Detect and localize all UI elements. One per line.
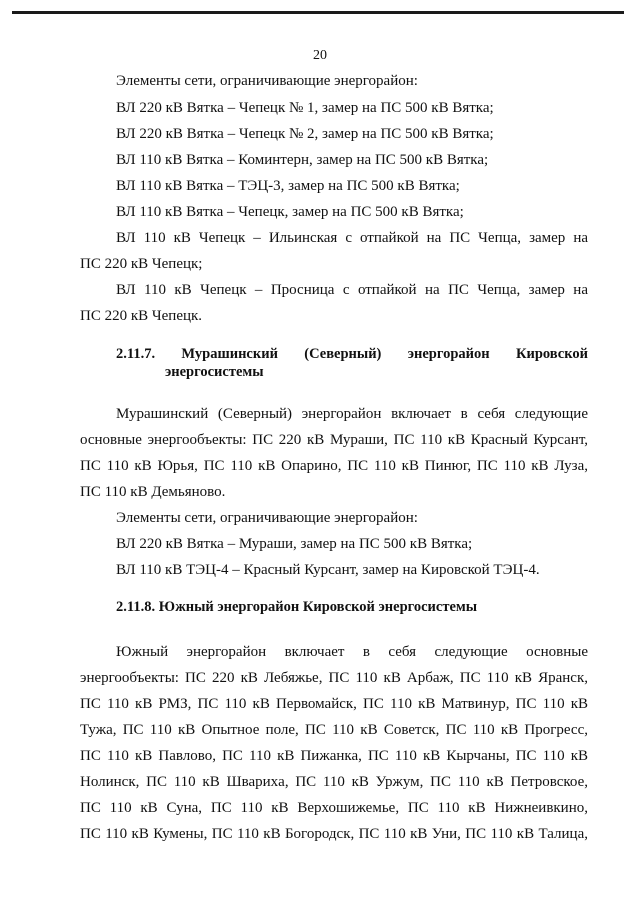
list-item: ВЛ 220 кВ Вятка – Мураши, замер на ПС 500 кВ Вятка; — [116, 536, 473, 552]
paragraph-line: Нолинск, ПС 110 кВ Шварихa, ПС 110 кВ Уржум, ПС 110 кВ Петровское, — [80, 774, 588, 790]
list-item: ВЛ 220 кВ Вятка – Чепецк № 2, замер на ПС 500 кВ Вятка; — [116, 126, 494, 142]
paragraph-line: ПС 110 кВ Кумены, ПС 110 кВ Богородск, ПС 110 кВ Уни, ПС 110 кВ Талица, — [80, 826, 588, 842]
paragraph-line: ПС 110 кВ Юрья, ПС 110 кВ Опарино, ПС 110 кВ Пинюг, ПС 110 кВ Луза, — [80, 458, 588, 474]
list-item-continuation: ПС 220 кВ Чепецк. — [80, 308, 203, 324]
elements-intro: Элементы сети, ограничивающие энергорайон: — [116, 510, 418, 526]
section-heading-2-11-7-cont: энергосистемы — [165, 364, 264, 380]
paragraph-line: ПС 110 кВ Демьяново. — [80, 484, 226, 500]
list-item: ВЛ 220 кВ Вятка – Чепецк № 1, замер на ПС 500 кВ Вятка; — [116, 100, 494, 116]
paragraph-line: основные энергообъекты: ПС 220 кВ Мураши, ПС 110 кВ Красный Курсант, — [80, 432, 588, 448]
paragraph-line: Тужа, ПС 110 кВ Опытное поле, ПС 110 кВ Советск, ПС 110 кВ Прогресс, — [80, 722, 588, 738]
paragraph-line: ПС 110 кВ Павлово, ПС 110 кВ Пижанка, ПС 110 кВ Кырчаны, ПС 110 кВ — [80, 748, 588, 764]
section-heading-2-11-7: 2.11.7. Мурашинский (Северный) энергорайон Кировской — [116, 346, 588, 362]
list-item: ВЛ 110 кВ Вятка – ТЭЦ-3, замер на ПС 500 кВ Вятка; — [116, 178, 460, 194]
list-item: ВЛ 110 кВ Чепецк – Ильинская с отпайкой на ПС Чепца, замер на — [116, 230, 588, 246]
list-item: ВЛ 110 кВ Вятка – Коминтерн, замер на ПС 500 кВ Вятка; — [116, 152, 489, 168]
list-item: ВЛ 110 кВ Чепецк – Просница с отпайкой на ПС Чепца, замер на — [116, 282, 588, 298]
paragraph-line: Южный энергорайон включает в себя следующие основные — [116, 644, 588, 660]
paragraph-line: ПС 110 кВ Суна, ПС 110 кВ Верхошижемье, ПС 110 кВ Нижнеивкино, — [80, 800, 588, 816]
paragraph-line: Мурашинский (Северный) энергорайон включает в себя следующие — [116, 406, 588, 422]
section-heading-2-11-8: 2.11.8. Южный энергорайон Кировской энергосистемы — [116, 599, 478, 615]
page-number: 20 — [313, 48, 327, 63]
list-item: ВЛ 110 кВ Вятка – Чепецк, замер на ПС 500 кВ Вятка; — [116, 204, 464, 220]
paragraph-line: энергообъекты: ПС 220 кВ Лебяжье, ПС 110 кВ Арбаж, ПС 110 кВ Яранск, — [80, 670, 588, 686]
elements-intro: Элементы сети, ограничивающие энергорайон: — [116, 73, 418, 89]
paragraph-line: ПС 110 кВ РМЗ, ПС 110 кВ Первомайск, ПС 110 кВ Матвинур, ПС 110 кВ — [80, 696, 588, 712]
list-item: ВЛ 110 кВ ТЭЦ-4 – Красный Курсант, замер на Кировской ТЭЦ-4. — [116, 562, 540, 578]
list-item-continuation: ПС 220 кВ Чепецк; — [80, 256, 203, 272]
